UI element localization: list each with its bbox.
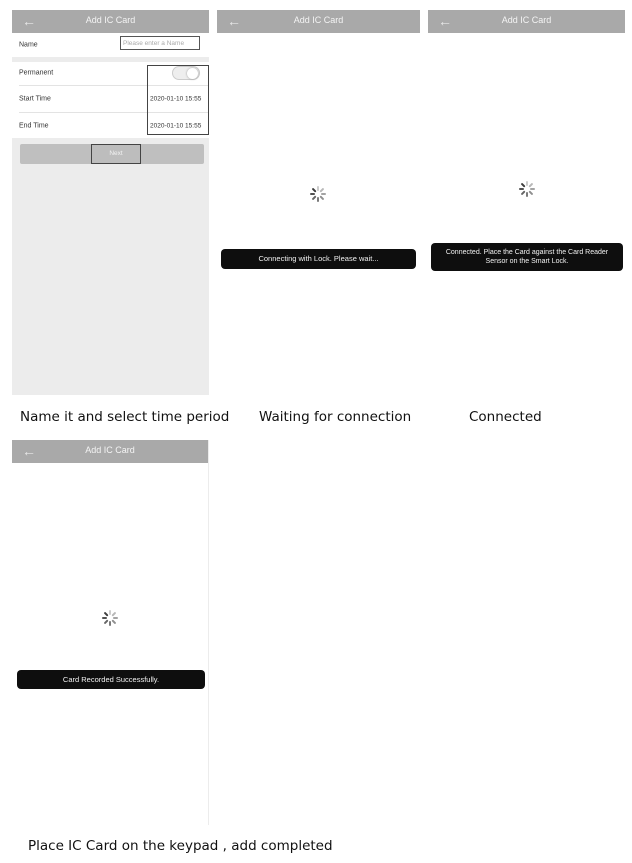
next-button[interactable] (20, 144, 204, 164)
nav-bar (217, 10, 420, 33)
spinner-spoke (317, 197, 319, 202)
page-title: Add IC Card (501, 15, 552, 25)
add-card-form-screen (12, 10, 209, 395)
spinner-spoke (113, 617, 118, 619)
back-arrow-icon[interactable]: ← (22, 13, 36, 29)
spinner-spoke (319, 188, 324, 193)
caption-step-1: Name it and select time period (20, 409, 230, 425)
spinner-spoke (526, 192, 528, 197)
spinner-spoke (519, 188, 524, 190)
back-arrow-icon[interactable]: ← (22, 443, 36, 459)
loading-spinner-icon (310, 186, 326, 202)
spinner-spoke (102, 617, 107, 619)
nav-bar (12, 10, 209, 33)
spinner-spoke (521, 190, 526, 195)
end-time-value[interactable]: 2020-01-10 15:55 (150, 122, 202, 129)
page-title: Add IC Card (293, 15, 344, 25)
time-highlight-box (147, 65, 209, 135)
name-row (12, 33, 209, 57)
recorded-screen (12, 440, 209, 825)
toast-line-1: Connected. Place the Card against the Card Reader (445, 249, 609, 256)
name-input[interactable] (120, 36, 200, 50)
spinner-spoke (521, 183, 526, 188)
spinner-spoke (530, 188, 535, 190)
next-button-label: Next (91, 144, 141, 164)
connected-screen (428, 10, 625, 395)
spinner-spoke (111, 619, 116, 624)
connecting-screen (217, 10, 420, 395)
connected-toast (431, 243, 623, 271)
spinner-spoke (312, 195, 317, 200)
spinner-spoke (104, 619, 109, 624)
start-time-label: Start Time (19, 95, 51, 102)
loading-spinner-icon (519, 181, 535, 197)
spinner-spoke (312, 188, 317, 193)
spinner-spoke (528, 183, 533, 188)
nav-bar (12, 440, 208, 463)
connecting-toast: Connecting with Lock. Please wait... (221, 249, 416, 269)
end-time-label: End Time (19, 122, 49, 129)
spinner-spoke (528, 190, 533, 195)
spinner-spoke (310, 193, 315, 195)
permanent-label: Permanent (19, 69, 54, 77)
success-toast: Card Recorded Successfully. (17, 670, 205, 689)
page-title: Add IC Card (85, 15, 136, 25)
page-title: Add IC Card (85, 445, 135, 455)
spinner-spoke (319, 195, 324, 200)
loading-spinner-icon (102, 610, 118, 626)
spinner-spoke (109, 621, 111, 626)
caption-step-2: Waiting for connection (259, 409, 412, 425)
caption-step-3: Connected (469, 409, 542, 425)
toast-line-2: Sensor on the Smart Lock. (485, 258, 569, 265)
nav-bar (428, 10, 625, 33)
spinner-spoke (111, 612, 116, 617)
caption-step-4: Place IC Card on the keypad , add completed (28, 838, 333, 854)
back-arrow-icon[interactable]: ← (227, 13, 241, 29)
start-time-value[interactable]: 2020-01-10 15:55 (150, 95, 202, 102)
spinner-spoke (321, 193, 326, 195)
back-arrow-icon[interactable]: ← (438, 13, 452, 29)
name-label: Name (19, 41, 38, 49)
spinner-spoke (104, 612, 109, 617)
